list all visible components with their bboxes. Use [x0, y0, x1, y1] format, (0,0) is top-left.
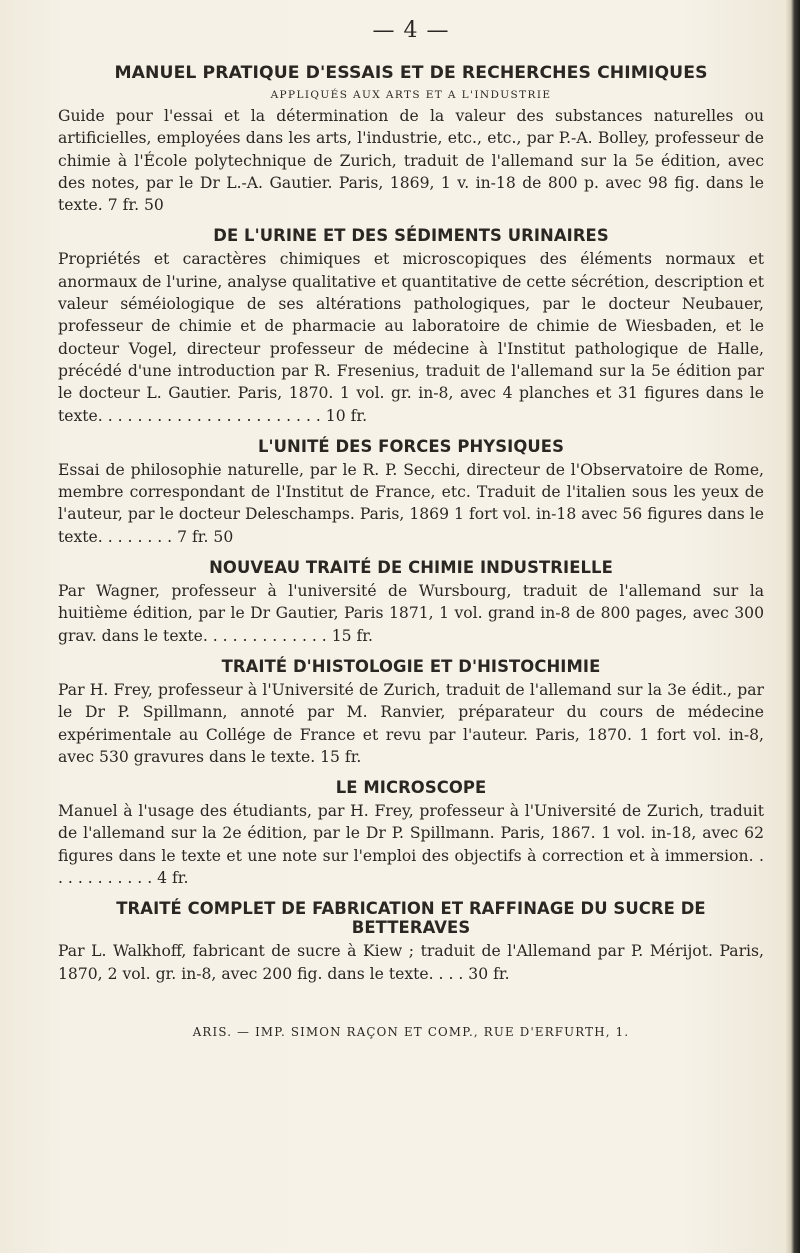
page-content — [58, 18, 764, 1039]
series-subtitle: APPLIQUÉS AUX ARTS ET A L'INDUSTRIE — [270, 89, 552, 101]
series-title: MANUEL PRATIQUE D'ESSAIS ET DE RECHERCHES CHIMIQUES — [114, 63, 708, 83]
entry-heading-chimie: NOUVEAU TRAITÉ DE CHIMIE INDUSTRIELLE — [209, 558, 613, 578]
entry-text-chimie: Par Wagner, professeur à l'université de Wursbourg, traduit de l'allemand sur la huitième édition, par le Dr Gautier, Paris 1871, 1 vol. grand in-8 de 800 pages, avec 300 grav. dans le texte. . . . . . . . . . . . . 15 fr. — [58, 582, 764, 645]
printer-imprint: ARIS. — IMP. SIMON RAÇON ET COMP., RUE D'ERFURTH, 1. — [192, 1024, 630, 1039]
entry-heading-urine: DE L'URINE ET DES SÉDIMENTS URINAIRES — [213, 226, 609, 246]
entry-text-forces: Essai de philosophie naturelle, par le R. P. Secchi, directeur de l'Observatoire de Rome, membre correspondant de l'Institut de France, etc. Traduit de l'italien sous les yeux de l'auteur, par le docteur Deleschamps. Paris, 1869 1 fort vol. in-18 avec 56 figures dans le texte. . . . . . . . 7 fr. 50 — [58, 460, 764, 546]
entry-heading-forces: L'UNITÉ DES FORCES PHYSIQUES — [257, 436, 565, 456]
entry-text-urine: Propriétés et caractères chimiques et microscopiques des éléments normaux et anormaux de l'urine, analyse qualitative et quantitative de cette sécrétion, description et valeur séméiologique de ses altérations pathologiques, par le docteur Neubauer, professeur de chimie et de pharmacie au laboratoire de chimie de Wiesbaden, et le docteur Vogel, directeur professeur de médecine à l'Institut pathologique de Halle, précédé d'une introduction par R. Fresenius, traduit de l'allemand sur la 5e édition par le docteur L. Gautier. Paris, 1870. 1 vol. gr. in-8, avec 4 planches et 31 figures dans le texte. . . . . . . . . . . . . . . . . . . . . . . 10 fr. — [58, 250, 764, 425]
entry-text-sucre: Par L. Walkhoff, fabricant de sucre à Kiew ; traduit de l'Allemand par P. Mérijot. Paris, 1870, 2 vol. gr. in-8, avec 200 fig. dans le texte. . . . 30 fr. — [58, 942, 764, 983]
entry-text-histologie: Par H. Frey, professeur à l'Université de Zurich, traduit de l'allemand sur la 3e édit., par le Dr P. Spillmann, annoté par M. Ranvier, préparateur du cours de médecine expérimentale au Collége de France et revu par l'auteur. Paris, 1870. 1 fort vol. in-8, avec 530 gravures dans le texte. 15 fr. — [58, 680, 764, 766]
page-number: — 4 — — [372, 18, 450, 43]
entry-heading-sucre: TRAITÉ COMPLET DE FABRICATION ET RAFFINAGE DU SUCRE DE BETTERAVES — [116, 899, 706, 938]
entry-heading-histologie: TRAITÉ D'HISTOLOGIE ET D'HISTOCHIMIE — [221, 656, 601, 676]
entry-heading-microscope: LE MICROSCOPE — [335, 778, 487, 798]
entry-text-microscope: Manuel à l'usage des étudiants, par H. Frey, professeur à l'Université de Zurich, traduit de l'allemand sur la 2e édition, par le Dr P. Spillmann. Paris, 1867. 1 vol. in-18, avec 62 figures dans le texte et une note sur l'emploi des objectifs à correction et à immersion. . . . . . . . . . . . 4 fr. — [58, 802, 764, 888]
entry-text-manuel: Guide pour l'essai et la détermination de la valeur des substances naturelles ou artificielles, employées dans les arts, l'industrie, etc., etc., par P.-A. Bolley, professeur de chimie à l'École polytechnique de Zurich, traduit de l'allemand sur la 5e édition, avec des notes, par le Dr L.-A. Gautier. Paris, 1869, 1 v. in-18 de 800 p. avec 98 fig. dans le texte. 7 fr. 50 — [58, 107, 764, 215]
page-edge-shadow — [786, 0, 800, 1253]
